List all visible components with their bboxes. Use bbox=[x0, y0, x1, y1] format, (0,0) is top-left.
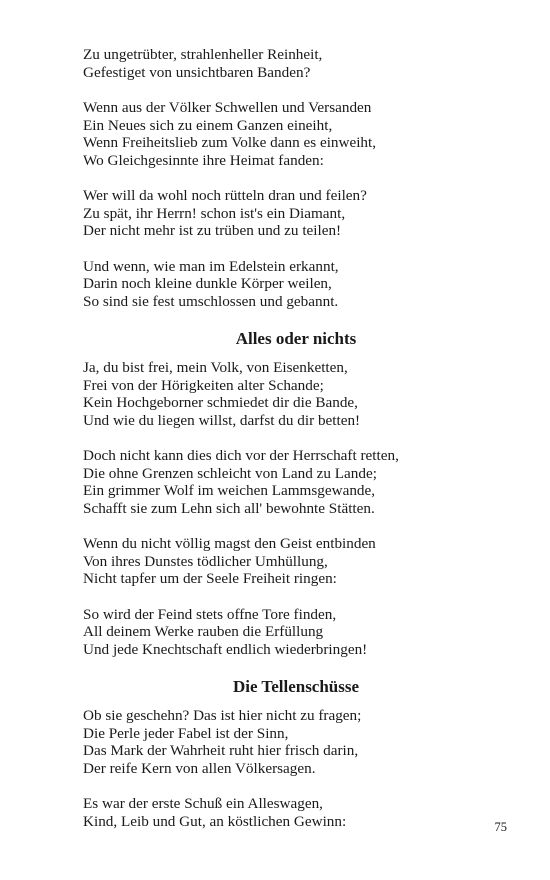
verse-line: Die Perle jeder Fabel ist der Sinn, bbox=[83, 724, 289, 742]
verse-line: Kein Hochgeborner schmiedet dir die Bande, bbox=[83, 394, 358, 411]
verse-line: Frei von der Hörigkeiten alter Schande; bbox=[83, 376, 324, 394]
verse-line: Der reife Kern von allen Völkersagen. bbox=[83, 759, 316, 777]
verse-line: Der nicht mehr ist zu trüben und zu teilen! bbox=[83, 222, 342, 239]
verse-line: Wo Gleichgesinnte ihre Heimat fanden: bbox=[83, 151, 324, 169]
verse-line: Und wenn, wie man im Edelstein erkannt, bbox=[83, 257, 339, 275]
poem-title: Alles oder nichts bbox=[235, 329, 357, 348]
verse-line: Nicht tapfer um der Seele Freiheit ringen: bbox=[83, 570, 337, 587]
verse-line: Ob sie geschehn? Das ist hier nicht zu fragen; bbox=[83, 707, 362, 724]
verse-line: So sind sie fest umschlossen und gebannt. bbox=[83, 292, 339, 310]
poem-die-tellenschuesse bbox=[83, 676, 503, 830]
stanza bbox=[83, 187, 503, 240]
poem-continuation bbox=[83, 46, 503, 310]
verse-line: So wird der Feind stets offne Tore finden, bbox=[83, 605, 337, 623]
verse-line: Und jede Knechtschaft endlich wiederbringen! bbox=[83, 640, 368, 658]
verse-line: Es war der erste Schuß ein Alleswagen, bbox=[83, 795, 323, 812]
verse-line: Die ohne Grenzen schleicht von Land zu Lande; bbox=[83, 464, 377, 482]
verse-line: Darin noch kleine dunkle Körper weilen, bbox=[83, 275, 332, 292]
poem-alles-oder-nichts bbox=[83, 328, 503, 658]
stanza bbox=[83, 606, 503, 659]
stanza bbox=[83, 795, 503, 830]
verse-line: Wenn Freiheitslieb zum Volke dann es einweiht, bbox=[83, 134, 377, 151]
page-body bbox=[83, 46, 503, 848]
stanza bbox=[83, 99, 503, 169]
verse-line: Ein Neues sich zu einem Ganzen eineiht, bbox=[83, 116, 333, 134]
verse-line: Ein grimmer Wolf im weichen Lammsgewande, bbox=[83, 482, 376, 499]
verse-line: Wenn aus der Völker Schwellen und Versanden bbox=[83, 99, 372, 116]
page-number: 75 bbox=[494, 820, 507, 834]
verse-line: Zu spät, ihr Herrn! schon ist's ein Diamant, bbox=[83, 204, 346, 222]
stanza bbox=[83, 46, 503, 81]
verse-line: Und wie du liegen willst, darfst du dir betten! bbox=[83, 411, 361, 429]
verse-line: Das Mark der Wahrheit ruht hier frisch darin, bbox=[83, 742, 359, 759]
verse-line: Schafft sie zum Lehn sich all' bewohnte Stätten. bbox=[83, 499, 375, 517]
verse-line: Zu ungetrübter, strahlenheller Reinheit, bbox=[83, 46, 323, 63]
stanza bbox=[83, 258, 503, 311]
verse-line: Wer will da wohl noch rütteln dran und feilen? bbox=[83, 187, 367, 204]
verse-line: Ja, du bist frei, mein Volk, von Eisenketten, bbox=[83, 359, 348, 376]
stanza bbox=[83, 707, 503, 777]
stanza bbox=[83, 535, 503, 588]
poem-title: Die Tellenschüsse bbox=[232, 677, 360, 696]
verse-line: Gefestiget von unsichtbaren Banden? bbox=[83, 63, 311, 81]
stanza bbox=[83, 359, 503, 429]
verse-line: Wenn du nicht völlig magst den Geist entbinden bbox=[83, 535, 376, 552]
verse-line: All deinem Werke rauben die Erfüllung bbox=[83, 623, 324, 640]
verse-line: Von ihres Dunstes tödlicher Umhüllung, bbox=[83, 552, 328, 570]
verse-line: Doch nicht kann dies dich vor der Herrschaft retten, bbox=[83, 447, 399, 464]
verse-line: Kind, Leib und Gut, an köstlichen Gewinn: bbox=[83, 812, 347, 830]
stanza bbox=[83, 447, 503, 517]
